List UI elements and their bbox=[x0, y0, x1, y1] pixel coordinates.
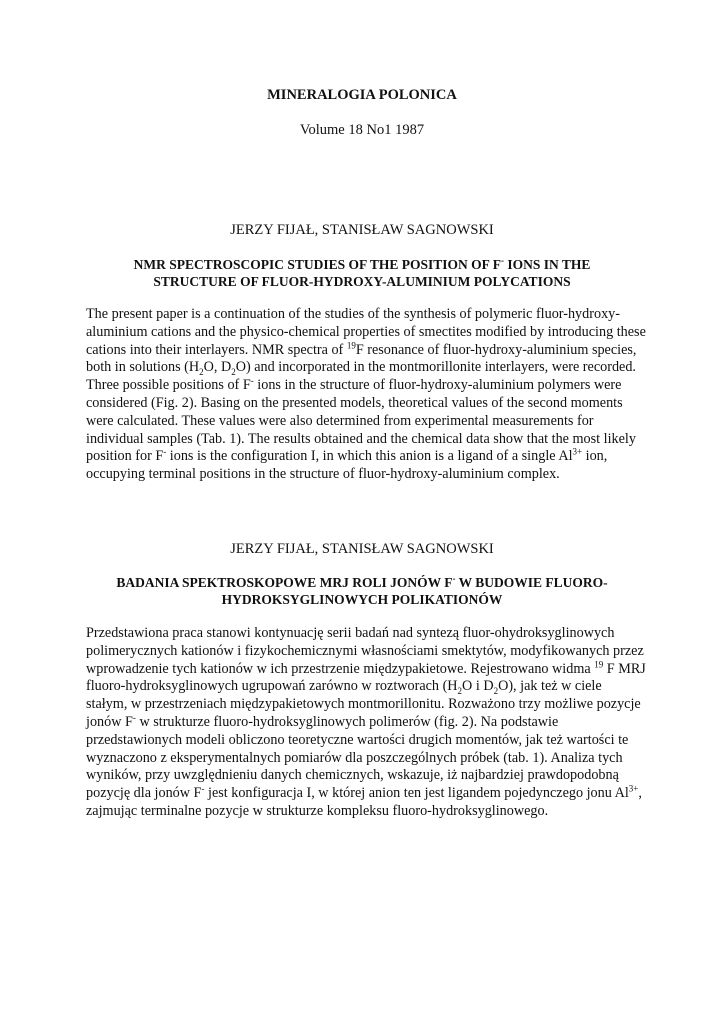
authors-pl: JERZY FIJAŁ, STANISŁAW SAGNOWSKI bbox=[230, 541, 494, 557]
abstract-en: The present paper is a continuation of the studies of the synthesis of polymeric fluor-hydroxy-aluminium cations and the physico-chemical properties of smectites modified by introducing these cations into their interlayers. NMR spectra of $^{19}$F resonance of fluor-hydroxy-aluminium species, both in solutions ($H_2O$, $D_2O$) and incorporated in the montmorillonite interlayers, were recorded. Three possible positions of F- ions in the structure of fluor-hydroxy-aluminium polymers were considered (Fig. 2). Basing on the presented models, theoretical values of the second moments were calculated. These values were also determined from experimental measurements for individual samples (Tab. 1). The results obtained and the chemical data show that the most likely position for F- ions is the configuration I, in which this anion is a ligand of a single $Al^{3+}$ ion, occupying terminal positions in the structure of fluor-hydroxy-aluminium complex. bbox=[86, 306, 646, 483]
authors-en: JERZY FIJAŁ, STANISŁAW SAGNOWSKI bbox=[230, 222, 494, 238]
article-title-pl bbox=[0, 574, 724, 608]
journal-title: MINERALOGIA POLONICA bbox=[267, 87, 457, 103]
abstract-pl: Przedstawiona praca stanowi kontynuację serii badań nad syntezą fluor-ohydroksyglinowych polimerycznych kationów i fizykochemicznymi własnościami smektytów, modyfikowanych przez wprowadzenie tych kationów w ich przestrzenie międzypakietowe. Rejestrowano widma $^{19}$ F MRJ fluoro-hydroksyglinowych ugrupowań zarówno w roztworach ($H_2O$ i $D_2O$), jak też w ciele stałym, w przestrzeniach międzypakietowych montmorillonitu. Rozważono trzy możliwe pozycje jonów F- w strukturze fluoro-hydroksyglinowych polimerów (fig. 2). Na podstawie przedstawionych modeli obliczono teoretyczne wartości drugich momentów, jak też wartości te wyznaczono z eksperymentalnych pomiarów dla poszczególnych próbek (tab. 1). Analiza tych wyników, przy uwzględnieniu danych chemicznych, wskazuje, iż najbardziej prawdopodobną pozycję dla jonów F- jest konfiguracja I, w której anion ten jest ligandem pojedynczego jonu $Al^{3+}$, zajmując terminalne pozycje w strukturze kompleksu fluoro-hydroksyglinowego. bbox=[86, 625, 646, 819]
title-en-line2: STRUCTURE OF FLUOR-HYDROXY-ALUMINIUM POLYCATIONS bbox=[153, 274, 571, 289]
title-en-line1: NMR SPECTROSCOPIC STUDIES OF THE POSITION OF F- IONS IN THE bbox=[133, 255, 591, 272]
article-title-en bbox=[0, 256, 724, 290]
title-pl-line1: BADANIA SPEKTROSKOPOWE MRJ ROLI JONÓW F- W BUDOWIE FLUORO- bbox=[116, 573, 608, 590]
volume-info: Volume 18 No1 1987 bbox=[299, 122, 425, 138]
title-pl-line2: HYDROKSYGLINOWYCH POLIKATIONÓW bbox=[221, 592, 503, 607]
